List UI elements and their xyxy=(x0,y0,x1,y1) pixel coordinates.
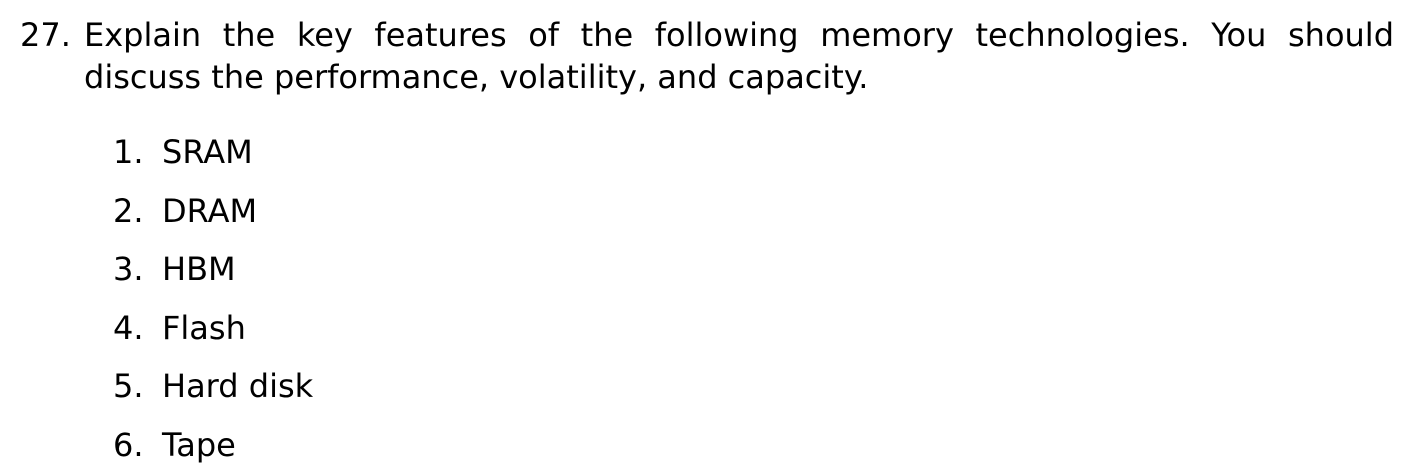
list-item-number: 4. xyxy=(113,309,144,347)
question-text: Explain the key features of the following memory technologies. You should discuss the performance, volatility, and capacity. xyxy=(84,16,1394,96)
list-item-number: 1. xyxy=(113,133,144,171)
list-item-label: Flash xyxy=(162,309,246,347)
list-item-label: SRAM xyxy=(162,133,253,171)
list-item-number: 5. xyxy=(113,367,144,405)
list-item-number: 6. xyxy=(113,426,144,464)
list-item-label: Hard disk xyxy=(162,367,314,405)
list-item-label: DRAM xyxy=(162,192,258,230)
list-item-label: Tape xyxy=(162,426,236,464)
list-item-number: 3. xyxy=(113,250,144,288)
list-item-number: 2. xyxy=(113,192,144,230)
question-number: 27. xyxy=(20,16,71,54)
list-item-label: HBM xyxy=(162,250,236,288)
